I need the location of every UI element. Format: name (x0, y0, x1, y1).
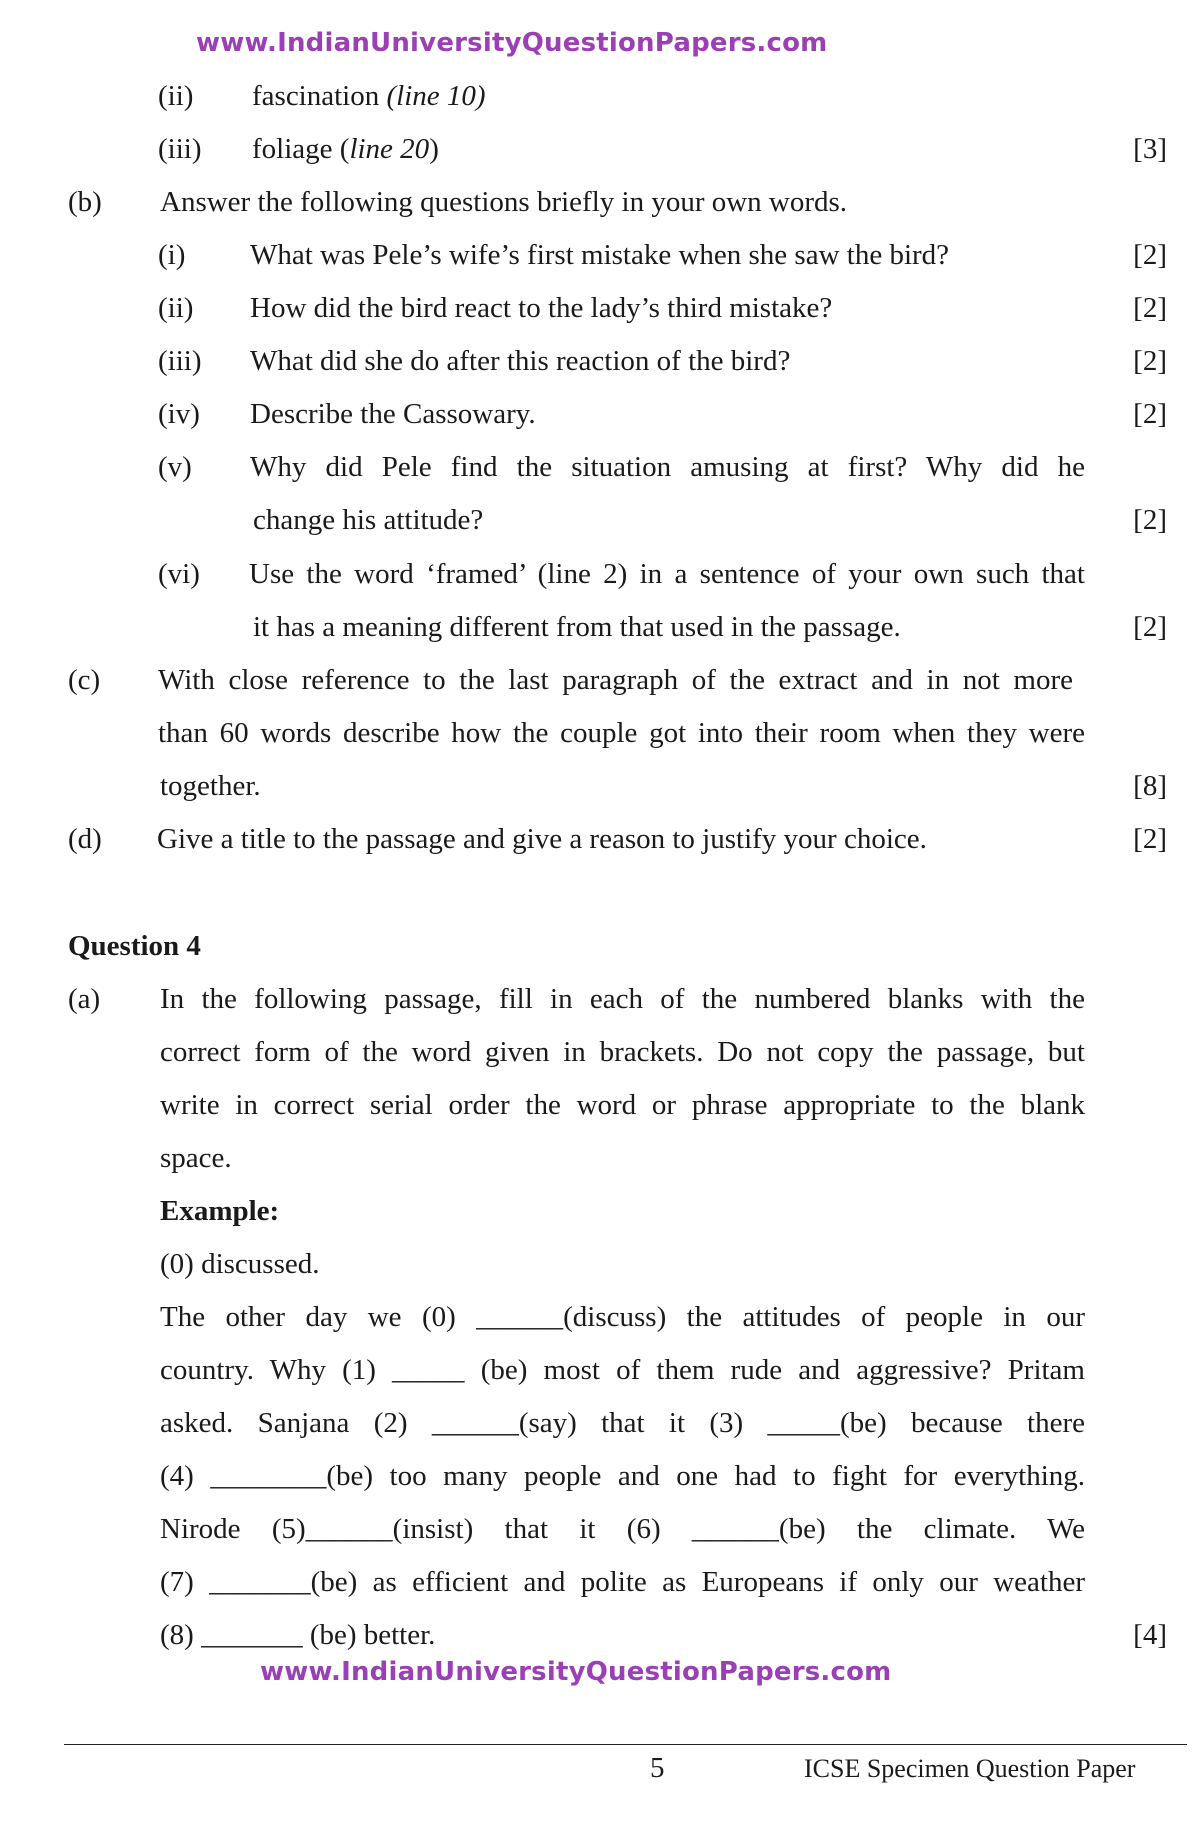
instruction-text: In the following passage, fill in each of the numbered blanks with the (160, 983, 1085, 1015)
question-text-continued: than 60 words describe how the couple got into their room when they were (158, 717, 1085, 749)
part-intro: Answer the following questions briefly in your own words. (160, 186, 848, 218)
part-label: (d) (68, 823, 102, 855)
question-text: What was Pele’s wife’s first mistake when she saw the bird? (250, 239, 950, 271)
item-number: (iii) (158, 345, 202, 377)
question-text: Why did Pele find the situation amusing at first? Why did he (250, 451, 1085, 483)
marks: [4] (1133, 1619, 1167, 1651)
marks: [2] (1133, 239, 1167, 271)
line-reference: (line 10) (386, 80, 486, 112)
instruction-text: correct form of the word given in brackets. Do not copy the passage, but (160, 1036, 1085, 1068)
marks: [2] (1133, 823, 1167, 855)
part-label: (b) (68, 186, 102, 218)
watermark-top: www.IndianUniversityQuestionPapers.com (196, 28, 828, 58)
question-text: What did she do after this reaction of the bird? (250, 345, 791, 377)
passage-line: (8) _______ (be) better. (160, 1619, 436, 1651)
passage-line: Nirode (5)______(insist) that it (6) ______(be) the climate. We (160, 1513, 1085, 1545)
question-text: With close reference to the last paragraph of the extract and in not more (158, 664, 1073, 696)
marks: [2] (1133, 398, 1167, 430)
ref-open: ( (339, 133, 350, 165)
item-number: (ii) (158, 80, 194, 112)
example-answer: (0) discussed. (160, 1248, 320, 1280)
vocab-item (252, 131, 439, 167)
line-reference: line 20 (349, 133, 430, 165)
footer-rule (64, 1744, 1187, 1745)
item-number: (vi) (158, 558, 200, 590)
question-text-continued: change his attitude? (253, 504, 484, 536)
part-label: (c) (68, 664, 101, 696)
instruction-text: space. (160, 1142, 232, 1174)
item-number: (iv) (158, 398, 200, 430)
marks: [2] (1133, 611, 1167, 643)
question-heading: Question 4 (68, 930, 201, 962)
marks: [3] (1133, 133, 1167, 165)
marks: [2] (1133, 292, 1167, 324)
vocab-word: foliage (252, 133, 333, 165)
passage-line: The other day we (0) ______(discuss) the attitudes of people in our (160, 1301, 1085, 1333)
passage-line: (7) _______(be) as efficient and polite as Europeans if only our weather (160, 1566, 1085, 1598)
item-number: (ii) (158, 292, 194, 324)
ref-close: ) (429, 133, 439, 165)
page-number: 5 (650, 1752, 665, 1784)
marks: [8] (1133, 770, 1167, 802)
paper-name: ICSE Specimen Question Paper (804, 1754, 1136, 1783)
vocab-item (252, 78, 486, 114)
question-text: How did the bird react to the lady’s third mistake? (250, 292, 833, 324)
passage-line: country. Why (1) _____ (be) most of them rude and aggressive? Pritam (160, 1354, 1085, 1386)
instruction-text: write in correct serial order the word or phrase appropriate to the blank (160, 1089, 1085, 1121)
question-text: Describe the Cassowary. (250, 398, 536, 430)
question-text-continued: together. (160, 770, 261, 802)
item-number: (v) (158, 451, 192, 483)
watermark-bottom: www.IndianUniversityQuestionPapers.com (260, 1657, 892, 1687)
example-heading: Example: (160, 1195, 280, 1227)
part-label: (a) (68, 983, 101, 1015)
passage-line: asked. Sanjana (2) ______(say) that it (3) _____(be) because there (160, 1407, 1085, 1439)
marks: [2] (1133, 345, 1167, 377)
item-number: (i) (158, 239, 186, 271)
marks: [2] (1133, 504, 1167, 536)
question-text: Use the word ‘framed’ (line 2) in a sentence of your own such that (249, 558, 1085, 590)
question-text: Give a title to the passage and give a reason to justify your choice. (157, 823, 927, 855)
item-number: (iii) (158, 133, 202, 165)
question-text-continued: it has a meaning different from that used in the passage. (253, 611, 901, 643)
passage-line: (4) ________(be) too many people and one had to fight for everything. (160, 1460, 1085, 1492)
vocab-word: fascination (252, 80, 380, 112)
